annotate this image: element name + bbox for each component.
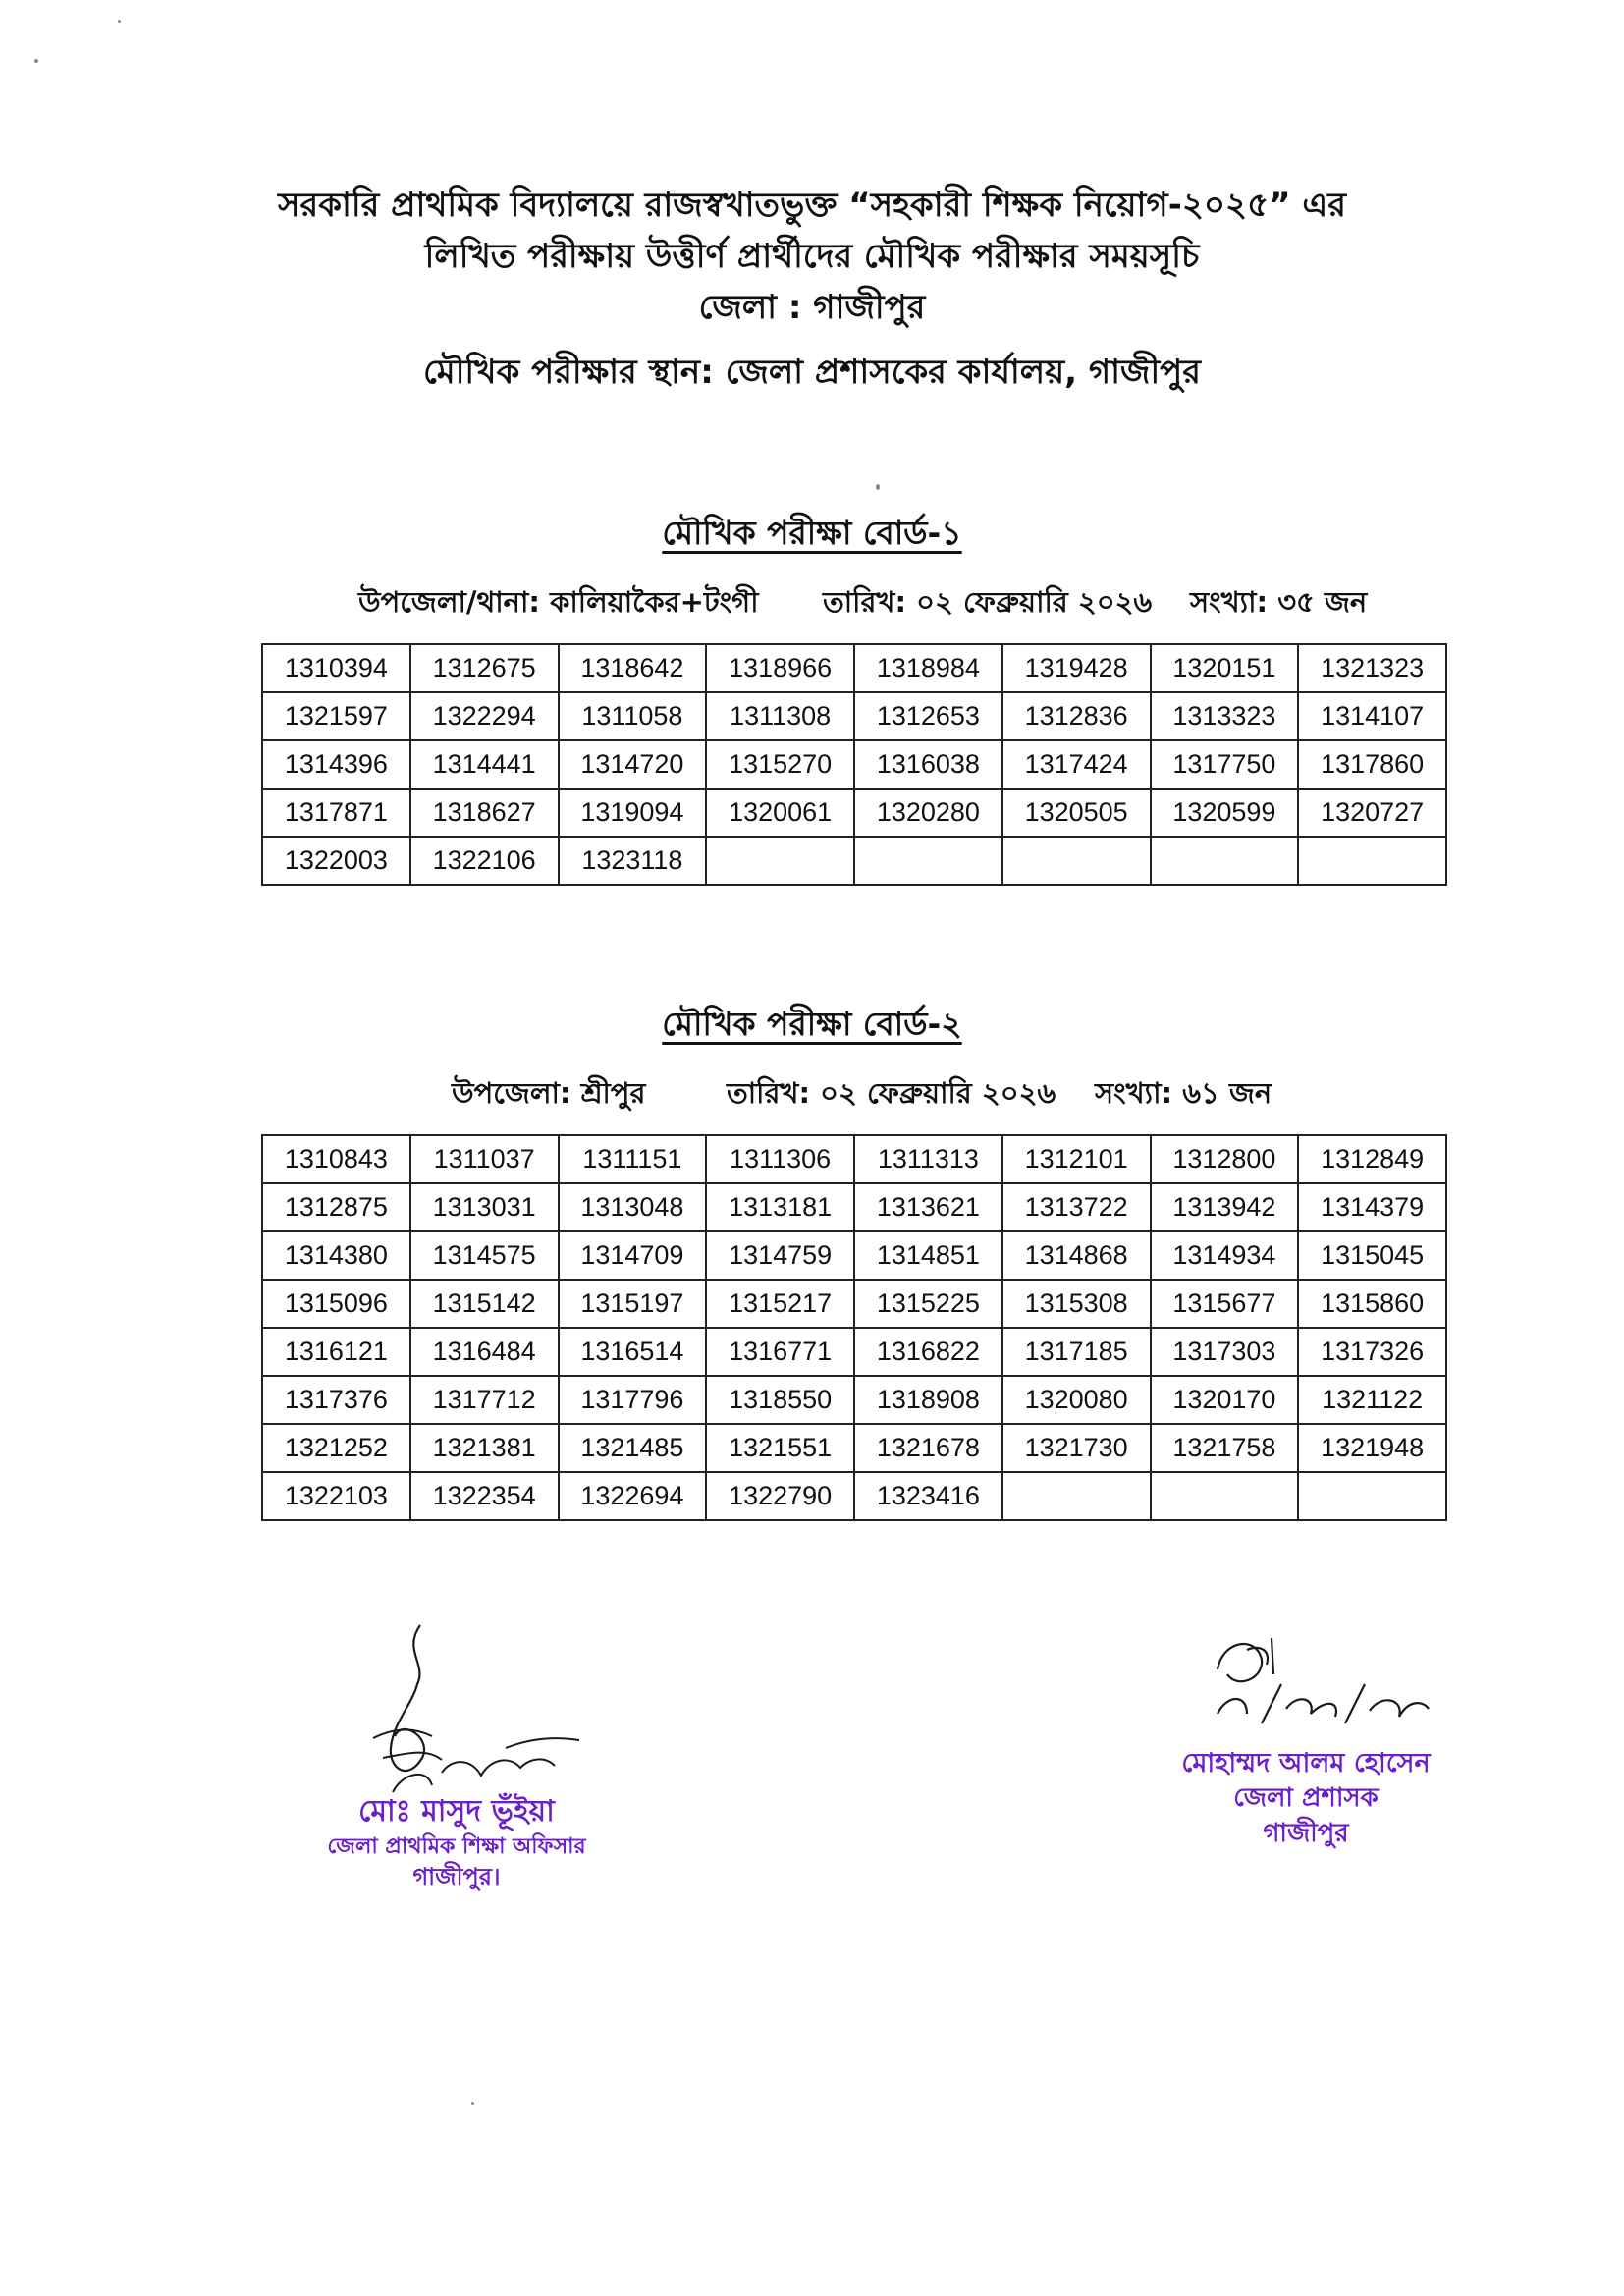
roll-number-cell: 1311308 (706, 692, 854, 740)
district-line: জেলা : গাজীপুর (698, 288, 926, 327)
table-row (262, 1376, 1446, 1424)
roll-number-cell: 1322003 (262, 837, 410, 885)
scan-speck (876, 484, 880, 490)
roll-number-cell: 1312675 (410, 644, 559, 692)
roll-number-cell: 1322790 (706, 1472, 854, 1520)
roll-number-cell: 1314934 (1151, 1231, 1299, 1280)
roll-number-cell: 1317750 (1151, 740, 1299, 789)
roll-number-cell: 1318627 (410, 789, 559, 837)
table-row (262, 1328, 1446, 1376)
roll-number-cell: 1320080 (1002, 1376, 1151, 1424)
roll-number-cell (1298, 1472, 1446, 1520)
roll-number-cell (1151, 1472, 1299, 1520)
roll-number-cell: 1311313 (854, 1135, 1002, 1183)
notice-title-line-1: সরকারি প্রাথমিক বিদ্যালয়ে রাজস্বখাতভুক্ত “সহকারী শিক্ষক নিয়োগ-২০২৫” এর (278, 186, 1346, 225)
roll-number-cell: 1321730 (1002, 1424, 1151, 1472)
roll-number-cell: 1321758 (1151, 1424, 1299, 1472)
right-stamp-designation: জেলা প্রশাসক (1233, 1783, 1379, 1814)
roll-number-cell: 1314851 (854, 1231, 1002, 1280)
roll-number-cell: 1313942 (1151, 1183, 1299, 1231)
roll-number-cell: 1315270 (706, 740, 854, 789)
board-2-date: তারিখ: ০২ ফেব্রুয়ারি ২০২৬ (727, 1076, 1056, 1110)
table-row (262, 1135, 1446, 1183)
roll-number-cell: 1320061 (706, 789, 854, 837)
roll-number-cell: 1312800 (1151, 1135, 1299, 1183)
scan-speck (118, 20, 121, 23)
roll-number-cell: 1322106 (410, 837, 559, 885)
right-signature (1203, 1630, 1438, 1738)
roll-number-cell (1002, 1472, 1151, 1520)
roll-number-cell: 1316121 (262, 1328, 410, 1376)
roll-number-cell: 1314441 (410, 740, 559, 789)
notice-title-line-2: লিখিত পরীক্ষায় উত্তীর্ণ প্রার্থীদের মৌখিক পরীক্ষার সময়সূচি (424, 237, 1200, 276)
roll-number-cell: 1313031 (410, 1183, 559, 1231)
scan-speck (34, 59, 38, 63)
roll-number-cell: 1312875 (262, 1183, 410, 1231)
board-1-count: সংখ্যা: ৩৫ জন (1190, 585, 1368, 619)
roll-number-cell: 1312849 (1298, 1135, 1446, 1183)
roll-number-cell (1002, 837, 1151, 885)
roll-number-cell: 1314396 (262, 740, 410, 789)
left-signature (334, 1611, 589, 1807)
table-row (262, 1424, 1446, 1472)
roll-number-cell: 1316771 (706, 1328, 854, 1376)
roll-number-cell: 1320599 (1151, 789, 1299, 837)
roll-number-cell: 1315225 (854, 1280, 1002, 1328)
table-row (262, 1231, 1446, 1280)
roll-number-cell: 1321948 (1298, 1424, 1446, 1472)
roll-number-cell: 1316038 (854, 740, 1002, 789)
roll-number-cell: 1311151 (559, 1135, 707, 1183)
roll-number-cell: 1317424 (1002, 740, 1151, 789)
board-2-roll-table (261, 1134, 1447, 1521)
roll-number-cell: 1312836 (1002, 692, 1151, 740)
roll-number-cell: 1323416 (854, 1472, 1002, 1520)
roll-number-cell: 1313181 (706, 1183, 854, 1231)
roll-number-cell: 1322103 (262, 1472, 410, 1520)
roll-number-cell: 1317860 (1298, 740, 1446, 789)
right-stamp (1149, 1746, 1463, 1851)
table-row (262, 837, 1446, 885)
roll-number-cell: 1311037 (410, 1135, 559, 1183)
roll-number-cell: 1314380 (262, 1231, 410, 1280)
roll-number-cell: 1319428 (1002, 644, 1151, 692)
board-1-date: তারিখ: ০২ ফেব্রুয়ারি ২০২৬ (823, 585, 1153, 619)
roll-number-cell: 1318550 (706, 1376, 854, 1424)
roll-number-cell (1151, 837, 1299, 885)
board-2-title: মৌখিক পরীক্ষা বোর্ড-২ (662, 1005, 962, 1043)
roll-number-cell: 1318966 (706, 644, 854, 692)
roll-number-cell: 1317871 (262, 789, 410, 837)
roll-number-cell: 1315860 (1298, 1280, 1446, 1328)
roll-number-cell: 1312101 (1002, 1135, 1151, 1183)
roll-number-cell: 1310843 (262, 1135, 410, 1183)
roll-number-cell: 1314379 (1298, 1183, 1446, 1231)
roll-number-cell: 1321252 (262, 1424, 410, 1472)
roll-number-cell: 1320505 (1002, 789, 1151, 837)
roll-number-cell: 1322694 (559, 1472, 707, 1520)
roll-number-cell: 1320170 (1151, 1376, 1299, 1424)
roll-number-cell: 1313323 (1151, 692, 1299, 740)
roll-number-cell: 1321597 (262, 692, 410, 740)
roll-number-cell: 1313722 (1002, 1183, 1151, 1231)
roll-number-cell: 1321485 (559, 1424, 707, 1472)
roll-number-cell: 1321381 (410, 1424, 559, 1472)
roll-number-cell: 1313048 (559, 1183, 707, 1231)
roll-number-cell: 1317712 (410, 1376, 559, 1424)
roll-number-cell (1298, 837, 1446, 885)
right-stamp-office: গাজীপুর (1263, 1818, 1349, 1848)
scan-speck (471, 2102, 474, 2105)
board-1-title: মৌখিক পরীক্ষা বোর্ড-১ (662, 514, 962, 552)
roll-number-cell: 1315197 (559, 1280, 707, 1328)
table-row (262, 740, 1446, 789)
roll-number-cell: 1319094 (559, 789, 707, 837)
left-stamp (295, 1792, 619, 1893)
roll-number-cell: 1315096 (262, 1280, 410, 1328)
roll-number-cell: 1317303 (1151, 1328, 1299, 1376)
roll-number-cell: 1311306 (706, 1135, 854, 1183)
roll-number-cell: 1322294 (410, 692, 559, 740)
roll-number-cell: 1314575 (410, 1231, 559, 1280)
roll-number-cell: 1323118 (559, 837, 707, 885)
roll-number-cell: 1316484 (410, 1328, 559, 1376)
roll-number-cell: 1313621 (854, 1183, 1002, 1231)
left-stamp-office: গাজীপুর। (412, 1863, 501, 1891)
board-2-count: সংখ্যা: ৬১ জন (1095, 1076, 1272, 1110)
roll-number-cell: 1317796 (559, 1376, 707, 1424)
roll-number-cell: 1321323 (1298, 644, 1446, 692)
table-row (262, 789, 1446, 837)
table-row (262, 1280, 1446, 1328)
roll-number-cell: 1318642 (559, 644, 707, 692)
roll-number-cell (706, 837, 854, 885)
roll-number-cell: 1317185 (1002, 1328, 1151, 1376)
board-1-upazila: উপজেলা/থানা: কালিয়াকৈর+টংগী (358, 585, 759, 619)
exam-venue-line: মৌখিক পরীক্ষার স্থান: জেলা প্রশাসকের কার্যালয়, গাজীপুর (423, 353, 1201, 392)
roll-number-cell: 1318984 (854, 644, 1002, 692)
table-row (262, 1183, 1446, 1231)
board-2-upazila: উপজেলা: শ্রীপুর (452, 1076, 646, 1110)
roll-number-cell: 1321551 (706, 1424, 854, 1472)
roll-number-cell: 1314107 (1298, 692, 1446, 740)
roll-number-cell: 1315045 (1298, 1231, 1446, 1280)
roll-number-cell (854, 837, 1002, 885)
roll-number-cell: 1314868 (1002, 1231, 1151, 1280)
table-row (262, 692, 1446, 740)
roll-number-cell: 1317376 (262, 1376, 410, 1424)
table-row (262, 1472, 1446, 1520)
roll-number-cell: 1312653 (854, 692, 1002, 740)
roll-number-cell: 1314759 (706, 1231, 854, 1280)
roll-number-cell: 1316822 (854, 1328, 1002, 1376)
left-stamp-name: মোঃ মাসুদ ভূঁইয়া (358, 1794, 555, 1829)
left-stamp-designation: জেলা প্রাথমিক শিক্ষা অফিসার (327, 1833, 586, 1859)
roll-number-cell: 1315677 (1151, 1280, 1299, 1328)
roll-number-cell: 1321678 (854, 1424, 1002, 1472)
roll-number-cell: 1317326 (1298, 1328, 1446, 1376)
roll-number-cell: 1315308 (1002, 1280, 1151, 1328)
roll-number-cell: 1321122 (1298, 1376, 1446, 1424)
right-stamp-name: মোহাম্মদ আলম হোসেন (1181, 1748, 1431, 1778)
roll-number-cell: 1322354 (410, 1472, 559, 1520)
roll-number-cell: 1314720 (559, 740, 707, 789)
roll-number-cell: 1320151 (1151, 644, 1299, 692)
roll-number-cell: 1315217 (706, 1280, 854, 1328)
roll-number-cell: 1316514 (559, 1328, 707, 1376)
roll-number-cell: 1315142 (410, 1280, 559, 1328)
roll-number-cell: 1314709 (559, 1231, 707, 1280)
roll-number-cell: 1311058 (559, 692, 707, 740)
table-row (262, 644, 1446, 692)
roll-number-cell: 1318908 (854, 1376, 1002, 1424)
roll-number-cell: 1310394 (262, 644, 410, 692)
roll-number-cell: 1320280 (854, 789, 1002, 837)
board-1-roll-table (261, 643, 1447, 886)
roll-number-cell: 1320727 (1298, 789, 1446, 837)
